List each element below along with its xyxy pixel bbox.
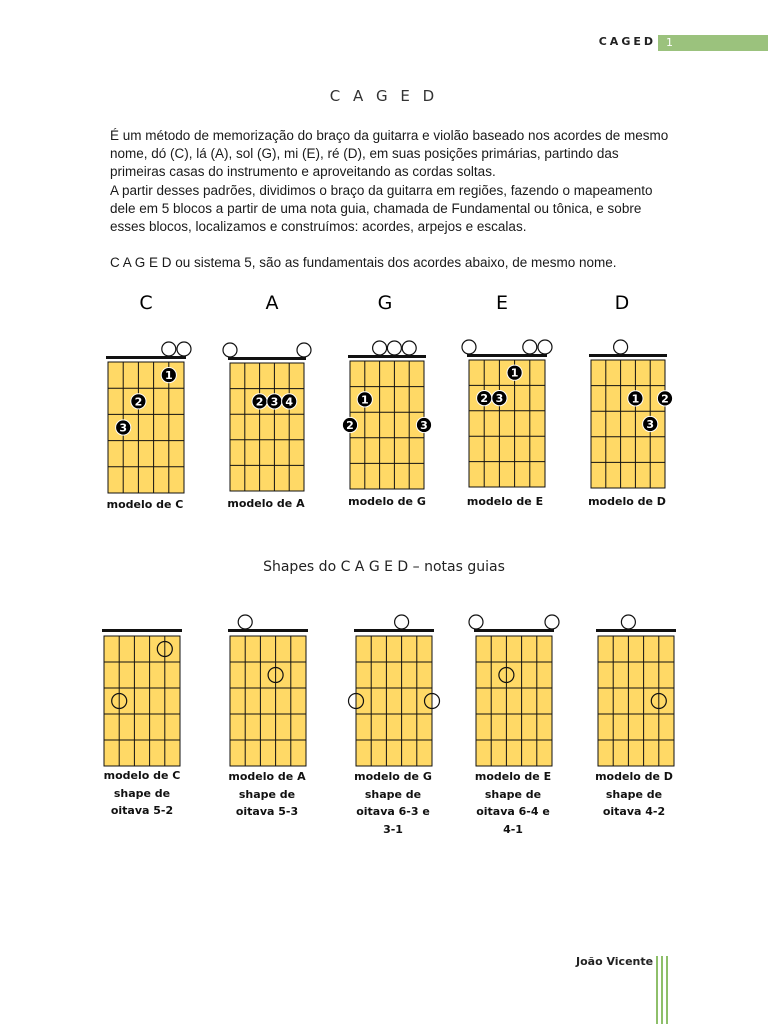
chord-e-open-string-marker [462,340,476,354]
chord-caption-d: modelo de D [588,495,666,508]
document-title: C A G E D [329,87,439,105]
chord-d-finger-number: 1 [631,392,640,406]
page-number: 1 [666,36,673,49]
shape-caption-line: oitava 6-3 e [356,805,430,818]
shape-caption-g [348,768,438,838]
shape-caption-line: oitava 5-3 [235,805,299,818]
chord-d-finger-number: 3 [646,418,655,431]
shape-a-fretboard [230,636,306,766]
chord-letter-e: E [495,292,508,314]
shape-a-nut [228,629,308,632]
chord-g-nut [348,355,426,358]
shape-caption-line: shape de [605,787,663,801]
shape-d-open-string-marker [621,615,635,629]
chord-c-open-string-marker [177,342,191,356]
chord-e-open-string-marker [523,340,537,354]
paragraph-1: É um método de memorização do braço da guitarra e violão baseado nos acordes de mesmo nome, dó (C), lá (A), sol (G), mi (E), ré (D), em suas posições primárias, partindo das primeiras casas do instrumento e aproveitando as cordas soltas. [110,128,669,180]
footer-author: João Vicente [576,955,654,968]
chord-letter-g: G [377,292,393,314]
shape-caption-e [468,768,558,838]
chord-c-nut [106,356,186,359]
chord-caption-c: modelo de C [106,498,184,511]
chord-c-finger-number: 2 [134,395,143,409]
shape-caption-line: modelo de C [103,769,181,782]
chord-a-finger-number: 3 [270,395,279,409]
shape-diagram-group [102,615,676,766]
chord-a-finger-number: 4 [285,395,294,409]
shape-caption-line: modelo de G [354,770,432,783]
shapes-section-title: Shapes do C A G E D – notas guias [263,559,505,575]
shape-caption-line: modelo de A [228,770,306,783]
shape-g-open-string-marker [395,615,409,629]
chord-a-fretboard [230,363,304,491]
shape-caption-line: shape de [113,786,171,800]
chord-a-open-string-marker [297,343,311,357]
chord-e-open-string-marker [538,340,552,354]
chord-c-finger-number: 1 [164,369,173,383]
shape-e-open-string-marker [469,615,483,629]
chord-d-finger-number: 2 [661,392,669,406]
shape-caption-line: modelo de E [474,770,552,783]
shape-caption-line: shape de [364,787,422,801]
chord-g-finger-number: 2 [346,419,354,432]
chord-g-open-string-marker [387,341,401,355]
shape-e-open-string-marker [545,615,559,629]
shape-caption-line: 4-1 [503,822,523,836]
shape-c-nut [102,629,182,632]
chord-caption-e: modelo de E [466,495,544,508]
shape-caption-line: oitava 6-4 e [476,805,550,818]
chord-g-finger-number: 3 [420,419,428,432]
chord-diagram-group [106,340,673,493]
chord-c-finger-number: 3 [119,421,128,435]
shape-g-fretboard [356,636,432,766]
chord-d-open-string-marker [614,340,628,354]
shape-g-nut [354,629,434,632]
chord-g-finger-number: 1 [360,393,369,407]
chord-letter-c: C [139,292,153,314]
shape-e-nut [474,629,554,632]
chord-e-finger-number: 1 [510,366,519,380]
chord-e-finger-number: 2 [480,392,489,406]
chord-caption-a: modelo de A [227,497,305,510]
chord-g-open-string-marker [373,341,387,355]
shape-d-nut [596,629,676,632]
chord-letter-d: D [614,292,630,314]
shape-caption-line: shape de [238,787,296,801]
chord-e-finger-number: 3 [495,392,504,406]
chord-caption-g: modelo de G [348,495,426,508]
paragraph-3: C A G E D ou sistema 5, são as fundamentais dos acordes abaixo, de mesmo nome. [110,255,617,271]
shape-caption-line: oitava 4-2 [602,805,666,818]
shape-e-fretboard [476,636,552,766]
shape-caption-line: 3-1 [383,822,403,836]
footer-decor-lines [652,956,672,1024]
shape-caption-line: shape de [484,787,542,801]
shape-caption-line: oitava 5-2 [110,804,174,817]
shape-d-fretboard [598,636,674,766]
shape-caption-a [222,768,312,821]
shape-caption-d [589,768,679,821]
chord-g-open-string-marker [402,341,416,355]
shape-caption-line: modelo de D [595,770,673,783]
chord-d-nut [589,354,667,357]
shape-caption-c [97,767,187,820]
chord-c-open-string-marker [162,342,176,356]
chord-e-nut [467,354,547,357]
chord-a-nut [228,357,306,360]
chord-e-fretboard [469,360,545,487]
chord-letter-a: A [265,292,279,314]
paragraph-2: A partir desses padrões, dividimos o braço da guitarra em regiões, fazendo o mapeamento dele em 5 blocos a partir de uma nota guia, chamada de Fundamental ou tônica, e sobre esses blocos, localizamos e construímos: acordes, arpejos e escalas. [110,182,653,235]
header-title: CAGED [598,35,656,48]
chord-g-fretboard [350,361,424,489]
chord-a-finger-number: 2 [255,395,264,409]
chord-a-open-string-marker [223,343,237,357]
shape-a-open-string-marker [238,615,252,629]
